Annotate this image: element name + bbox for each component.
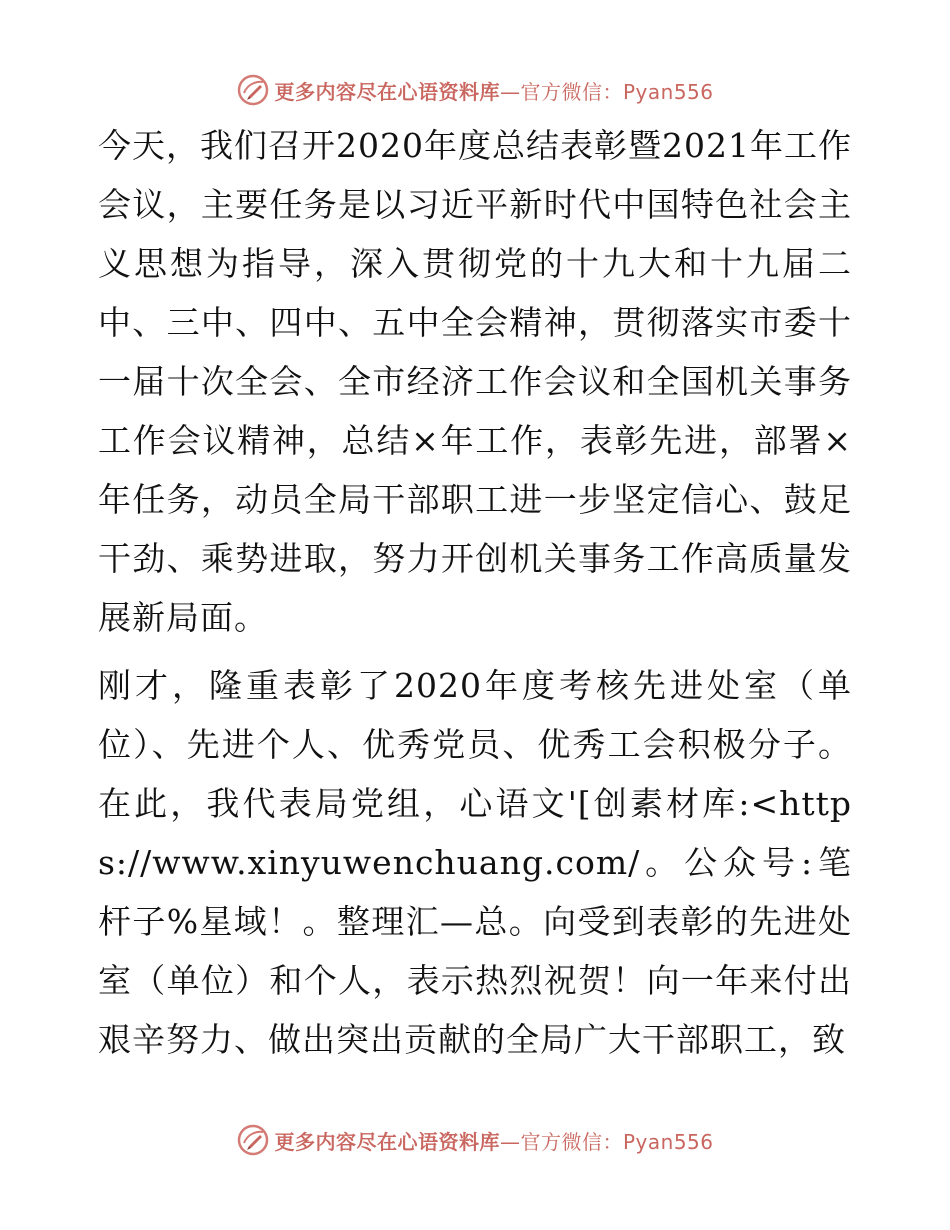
watermark-header	[0, 72, 950, 108]
watermark-separator: —	[499, 79, 521, 104]
watermark-separator: —	[499, 1129, 521, 1154]
watermark-text	[274, 76, 713, 105]
watermark-main-text: 更多内容尽在心语资料库	[274, 1129, 500, 1154]
watermark-main-text: 更多内容尽在心语资料库	[274, 79, 500, 104]
paragraph-2: 刚才，隆重表彰了2020年度考核先进处室（单位）、先进个人、优秀党员、优秀工会积极分子。在此，我代表局党组，心语文'[创素材库:<https://www.xinyuwenchuang.com/。公众号:笔杆子%星域！。整理汇—总。向受到表彰的先进处室（单位）和个人，表示热烈祝贺！向一年来付出艰辛努力、做出突出贡献的全局广大干部职工，致	[98, 666, 852, 1059]
paragraph-1: 今天，我们召开2020年度总结表彰暨2021年工作会议，主要任务是以习近平新时代中国特色社会主义思想为指导，深入贯彻党的十九大和十九届二中、三中、四中、五中全会精神，贯彻落实市委十一届十次全会、全市经济工作会议和全国机关事务工作会议精神，总结×年工作，表彰先进，部署×年任务，动员全局干部职工进一步坚定信心、鼓足干劲、乘势进取，努力开创机关事务工作高质量发展新局面。	[98, 126, 852, 637]
pen-logo-icon	[236, 1123, 270, 1157]
watermark-wechat-id: Pyan556	[622, 1129, 714, 1154]
watermark-text	[274, 1126, 713, 1155]
watermark-wechat-id: Pyan556	[622, 79, 714, 104]
watermark-official-label: 官方微信：	[520, 1129, 623, 1154]
watermark-official-label: 官方微信：	[520, 79, 623, 104]
pen-logo-icon	[236, 73, 270, 107]
watermark-footer	[0, 1122, 950, 1158]
